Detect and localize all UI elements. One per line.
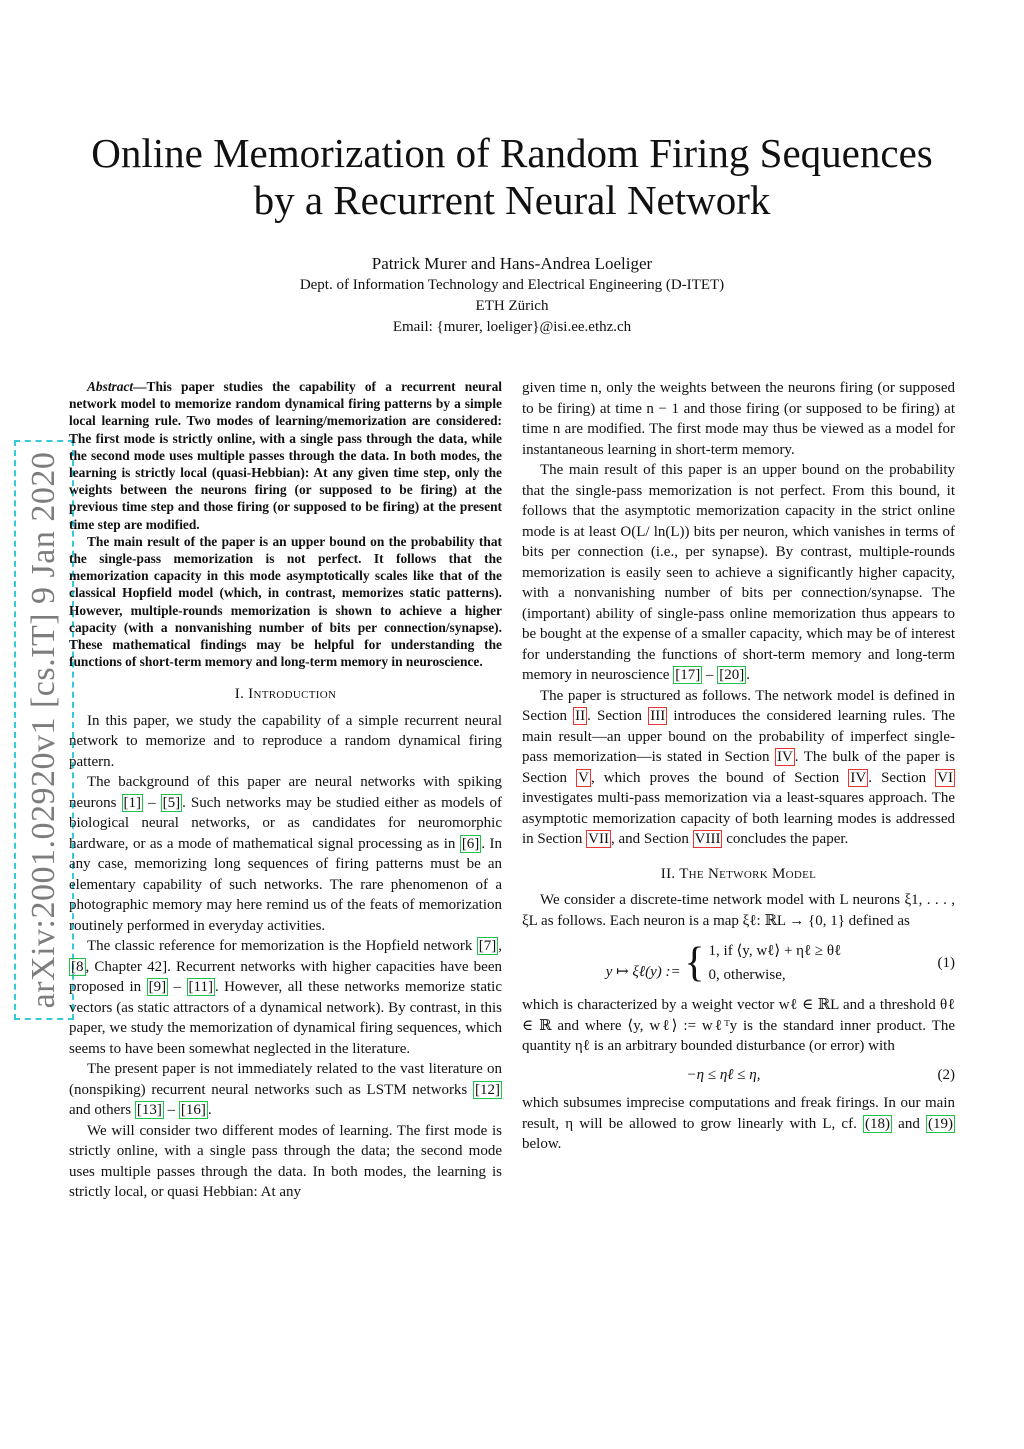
equation-1-case-1: 1, if ⟨y, wℓ⟩ + ηℓ ≥ θℓ — [708, 943, 842, 959]
left-column — [69, 378, 502, 1203]
title-line-1: Online Memorization of Random Firing Sequences — [91, 130, 933, 176]
section-link[interactable]: II — [575, 708, 586, 724]
equation-2-number: (2) — [937, 1066, 955, 1083]
citation-link[interactable]: [13] — [136, 1102, 162, 1119]
equation-1-lhs: y ↦ ξℓ(y) := — [605, 964, 681, 980]
citation-link[interactable]: [7] — [478, 938, 497, 955]
citation-link[interactable]: [5] — [162, 794, 181, 811]
section-heading-model: II. The Network Model — [660, 865, 817, 882]
equation-link[interactable]: (18) — [865, 1115, 890, 1132]
equation-2 — [522, 1065, 955, 1086]
section-link[interactable]: V — [578, 769, 589, 786]
equation-1-number: (1) — [937, 954, 955, 971]
arxiv-stamp[interactable] — [14, 440, 74, 1020]
section-heading-intro: I. Introduction — [234, 686, 337, 703]
citation-link[interactable]: [11] — [188, 979, 213, 996]
section-link[interactable]: III — [650, 708, 666, 724]
section-link[interactable]: VI — [937, 769, 953, 786]
section-link[interactable]: IV — [776, 749, 793, 765]
citation-link[interactable]: [1] — [123, 794, 142, 811]
equation-1 — [522, 939, 955, 987]
right-paragraph-1: given time n, only the weights between the neurons firing (or supposed to be firing) at time n − 1 and those firing (or supposed to be firing) at time n are modified. The first mode may thus be viewed as a model for instantaneous learning in short-term memory. — [522, 380, 955, 458]
abstract-label: Abstract — [87, 379, 134, 394]
citation-link[interactable]: [12] — [475, 1081, 500, 1098]
authors: Patrick Murer and Hans-Andrea Loeliger — [371, 254, 653, 273]
affiliation-dept: Dept. of Information Technology and Electrical Engineering (D-ITET) — [299, 277, 725, 293]
title-line-2: by a Recurrent Neural Network — [253, 177, 771, 223]
citation-link[interactable]: [8 — [71, 958, 84, 975]
affiliation-eth: ETH Zürich — [475, 298, 549, 314]
intro-paragraph-1: In this paper, we study the capability of a simple recurrent neural network to memorize and to reproduce a random dynamical firing pattern. — [69, 712, 502, 770]
abstract-p2: The main result of the paper is an upper bound on the probability that the single-pass memorization is not perfect. It follows that the memorization capacity in this mode asymptotically scales like that of the classical Hopfield model (which, in contrast, memorizes static patterns). However, multiple-rounds memorization is shown to achieve a higher capacity (with a nonvanishing number of bits per connection/synapse). These mathematical findings may be helpful for understanding the functions of short-term memory and long-term memory in neuroscience. — [69, 533, 502, 670]
arxiv-stamp-text: arXiv:2001.02920v1 [cs.IT] 9 Jan 2020 — [25, 451, 62, 1009]
citation-link[interactable]: [9] — [148, 979, 167, 996]
equation-1-case-2: 0, otherwise, — [708, 967, 786, 983]
model-paragraph-1: We consider a discrete-time network model with L neurons ξ1, . . . , ξL as follows. Each neuron is a map ξℓ: ℝL → {0, 1} defined as — [522, 892, 955, 929]
equation-2-body: −η ≤ ηℓ ≤ η, — [686, 1066, 761, 1083]
email: Email: {murer, loeliger}@isi.ee.ethz.ch — [392, 319, 632, 335]
section-link[interactable]: VIII — [694, 831, 721, 847]
right-paragraph-2: The main result of this paper is an upper bound on the probability that the single-pass memorization is not perfect. From this bound, it follows that the asymptotic memorization capacity in the strict online mode is at least O(L/ ln(L)) bits per neuron, which vanishes in terms of bits per connection (i.e., per synapse). By contrast, multiple-rounds memorization is easily seen to achieve a significantly higher capacity, with a nonvanishing number of bits per connection/synapse. The (important) ability of single-pass online memorization thus appears to be bought at the expense of a smaller capacity, which may be of interest for understanding the functions of short-term memory and long-term memory in neuroscience [17] – [20] . — [522, 462, 955, 683]
right-paragraph-3: The paper is structured as follows. The network model is defined in Section II . Section III introduces the considered learning rules. The main result—an upper bound on the probability of imperfect single-pass memorization—is stated in Section IV . The bulk of the paper is Section V , which proves the bound of Section IV . Section VI investigates multi-pass memorization via a least-squares approach. The asymptotic memorization capacity of both learning modes is addressed in Section VII , and Section VIII concludes the paper. — [522, 687, 955, 847]
equation-link[interactable]: (19) — [928, 1115, 953, 1132]
abstract-p1: —This paper studies the capability of a recurrent neural network model to memorize random dynamical firing patterns by a simple local learning rule. Two modes of learning/memorization are considered: The first mode is strictly online, with a single pass through the data, while the second mode uses multiple passes through the data. In both modes, the learning is strictly local (quasi-Hebbian): At any given time step, only the weights between the neurons firing (or supposed to be firing) at the previous time step and those firing (or supposed to be firing) at the present time step are modified. — [69, 379, 502, 532]
section-link[interactable]: IV — [850, 769, 867, 786]
paper-title — [0, 130, 1024, 224]
model-paragraph-3: which subsumes imprecise computations and freak firings. In our main result, η will be allowed to grow linearly with L, cf. (18) and (19) below. — [522, 1095, 955, 1152]
citation-link[interactable]: [17] — [675, 667, 701, 683]
intro-paragraph-3: The classic reference for memorization is the Hopfield network [7] , [8 , Chapter 42]. Recurrent networks with higher capacities have been proposed in [9] – [11] . However, all these networks memorize static vectors (as static attractors of a dynamical network). By contrast, in this paper, we study the memorization of dynamical firing sequences, which seems to have been somewhat neglected in the literature. — [69, 938, 502, 1057]
model-paragraph-2: which is characterized by a weight vector wℓ ∈ ℝL and a threshold θℓ ∈ ℝ and where ⟨y, wℓ⟩ := wℓᵀy is the standard inner product. The quantity ηℓ is an arbitrary bounded disturbance (or error) with — [522, 997, 955, 1054]
intro-paragraph-2: The background of this paper are neural networks with spiking neurons [1] – [5] . Such networks may be studied either as models of biological neural networks, or as candidates for neuromorphic hardware, or as a mode of mathematical signal processing as in [6] . In any case, memorizing long sequences of firing patterns must be an elementary capability of such networks. The rare phenomenon of a photographic memory may here remind us of the feats of memorization routinely performed in everyday activities. — [69, 774, 502, 934]
intro-paragraph-4: The present paper is not immediately related to the vast literature on (nonspiking) recurrent neural networks such as LSTM networks [12] and others [13] – [16] . — [69, 1061, 502, 1119]
citation-link[interactable]: [6] — [461, 835, 480, 852]
citation-link[interactable]: [20] — [719, 667, 745, 683]
section-link[interactable]: VII — [588, 831, 609, 847]
abstract — [69, 378, 502, 670]
brace-icon: { — [684, 940, 705, 986]
citation-link[interactable]: [16] — [180, 1102, 206, 1119]
right-column — [522, 378, 955, 1155]
intro-paragraph-5: We will consider two different modes of learning. The first mode is strictly online, with a single pass through the data; the second mode uses multiple passes through the data. In both modes, the learning is strictly local, or quasi Hebbian: At any — [69, 1122, 502, 1201]
